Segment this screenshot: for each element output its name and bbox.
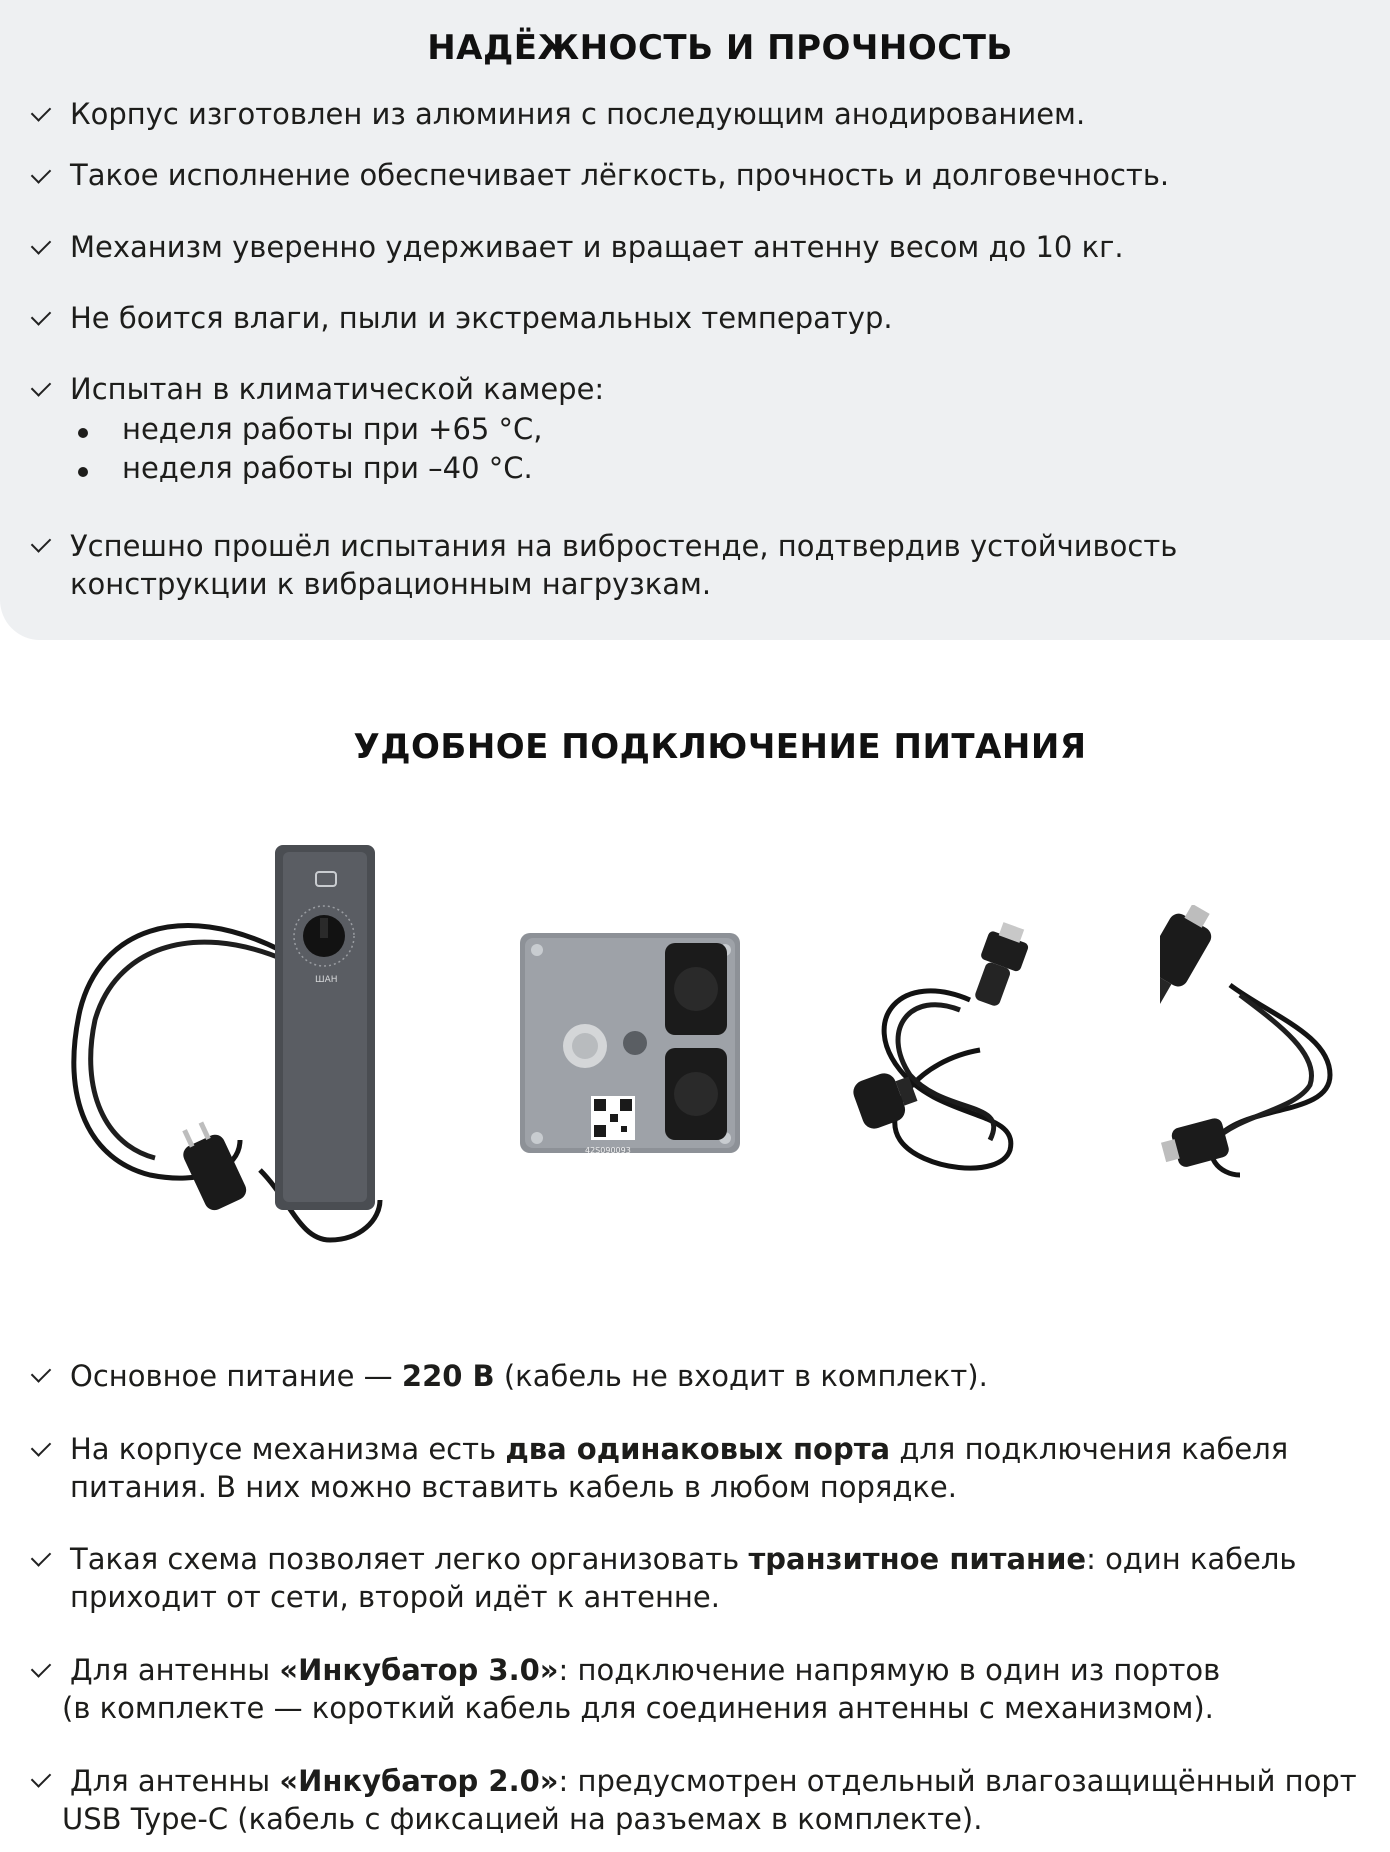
usb-cable-photo [1160, 905, 1345, 1205]
mechanism-panel-photo [515, 928, 745, 1158]
list-item: Такое исполнение обеспечивает лёгкость, прочность и долговечность. [70, 158, 1170, 192]
list-item: Для антенны «Инкубатор 3.0»: подключение напрямую в один из портов (в комплекте — короткий кабель для соединения антенны с механизмом). [62, 1653, 1221, 1725]
list-item: Основное питание — 220 В (кабель не входит в комплект). [70, 1359, 988, 1393]
list-item-line: Успешно прошёл испытания на вибростенде, подтвердив устойчивость [70, 529, 1178, 563]
list-item: Корпус изготовлен из алюминия с последующим анодированием. [70, 97, 1086, 131]
bullet-icon [78, 428, 88, 438]
list-item: Для антенны «Инкубатор 2.0»: предусмотрен отдельный влагозащищённый порт USB Type-C (кабель с фиксацией на разъемах в комплекте). [62, 1764, 1357, 1836]
list-item: Такая схема позволяет легко организовать транзитное питание: один кабель приходит от сети, второй идёт к антенне. [70, 1542, 1297, 1614]
sub-list-item: неделя работы при +65 °C, [122, 412, 543, 446]
list-item: Испытан в климатической камере: [70, 372, 605, 406]
list-item [70, 527, 1177, 603]
reliability-title: НАДЁЖНОСТЬ И ПРОЧНОСТЬ [427, 28, 1013, 68]
list-item: Механизм уверенно удерживает и вращает антенну весом до 10 кг. [70, 230, 1124, 264]
check-icon [31, 1767, 52, 1788]
power-title: УДОБНОЕ ПОДКЛЮЧЕНИЕ ПИТАНИЯ [353, 727, 1087, 767]
power-controller-photo [60, 840, 390, 1250]
list-item: Не боится влаги, пыли и экстремальных температур. [70, 301, 893, 335]
list-item: На корпусе механизма есть два одинаковых порта для подключения кабеля питания. В них можно вставить кабель в любом порядке. [70, 1432, 1289, 1504]
serial-label: 42S090093 [585, 1146, 631, 1155]
list-item-line: конструкции к вибрационным нагрузкам. [70, 567, 712, 601]
check-icon [31, 1436, 52, 1457]
check-icon [31, 1546, 52, 1567]
check-icon [31, 1657, 52, 1678]
sub-list-item: неделя работы при –40 °C. [122, 451, 533, 485]
check-icon [31, 1362, 52, 1383]
power-cable-photo [840, 910, 1090, 1180]
panel-label: ШАН [315, 975, 338, 985]
bullet-icon [78, 467, 88, 477]
